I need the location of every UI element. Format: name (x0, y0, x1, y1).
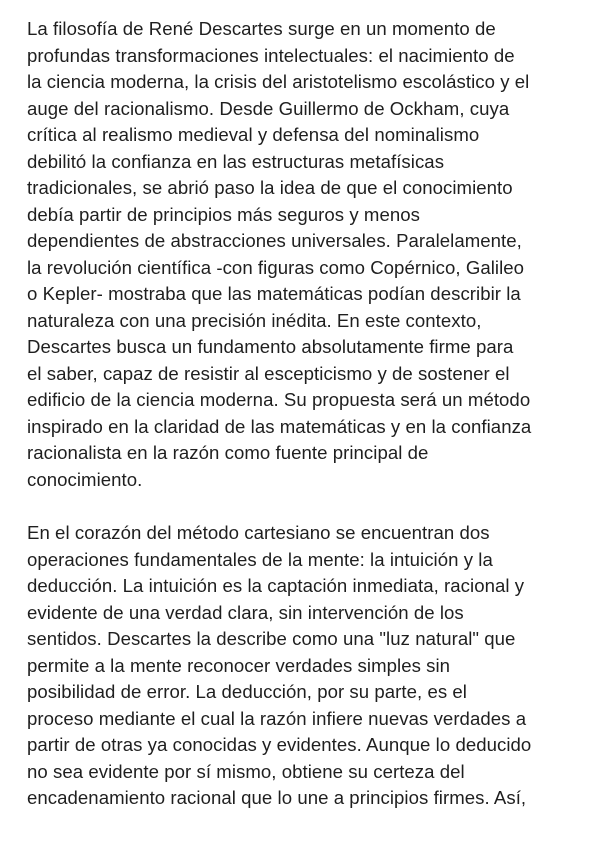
text-line: el saber, capaz de resistir al escepticismo y de sostener el (27, 362, 510, 384)
text-line: no sea evidente por sí mismo, obtiene su certeza del (27, 760, 465, 782)
document-page (27, 16, 597, 812)
text-line: deducción. La intuición es la captación inmediata, racional y (27, 575, 525, 596)
text-line: naturaleza con una precisión inédita. En este contexto, (27, 309, 482, 331)
text-line: posibilidad de error. La deducción, por su parte, es el (27, 681, 467, 702)
text-line: operaciones fundamentales de la mente: la intuición y la (27, 548, 493, 570)
text-line: encadenamiento racional que lo une a principios firmes. Así, (27, 787, 527, 808)
text-line: partir de otras ya conocidas y evidentes. Aunque lo deducido (27, 734, 532, 755)
text-line: dependientes de abstracciones universales. Paralelamente, (27, 230, 522, 251)
text-line: auge del racionalismo. Desde Guillermo de Ockham, cuya (27, 97, 510, 119)
text-line: edificio de la ciencia moderna. Su propuesta será un método (27, 389, 531, 410)
text-line: En el corazón del método cartesiano se encuentran dos (27, 522, 490, 543)
text-line: permite a la mente reconocer verdades simples sin (27, 654, 451, 676)
text-line: la ciencia moderna, la crisis del aristotelismo escolástico y el (27, 71, 530, 92)
text-line: racionalista en la razón como fuente principal de (27, 442, 429, 463)
paragraph-method (27, 520, 597, 812)
text-line: crítica al realismo medieval y defensa del nominalismo (27, 124, 480, 145)
text-line: tradicionales, se abrió paso la idea de que el conocimiento (27, 177, 513, 198)
text-line: sentidos. Descartes la describe como una "luz natural" que (27, 628, 516, 649)
text-line: Descartes busca un fundamento absolutamente firme para (27, 336, 514, 357)
text-line: profundas transformaciones intelectuales: el nacimiento de (27, 44, 515, 66)
text-line: evidente de una verdad clara, sin intervención de los (27, 601, 464, 623)
text-line: La filosofía de René Descartes surge en un momento de (27, 18, 496, 39)
text-line: proceso mediante el cual la razón infiere nuevas verdades a (27, 707, 527, 729)
text-line: debilitó la confianza en las estructuras metafísicas (27, 150, 445, 172)
text-line: o Kepler- mostraba que las matemáticas podían describir la (27, 283, 521, 304)
paragraph-intro (27, 16, 597, 493)
text-line: la revolución científica -con figuras como Copérnico, Galileo (27, 256, 525, 278)
text-line: conocimiento. (27, 468, 143, 490)
text-line: debía partir de principios más seguros y menos (27, 203, 420, 225)
text-line: inspirado en la claridad de las matemáticas y en la confianza (27, 415, 532, 437)
